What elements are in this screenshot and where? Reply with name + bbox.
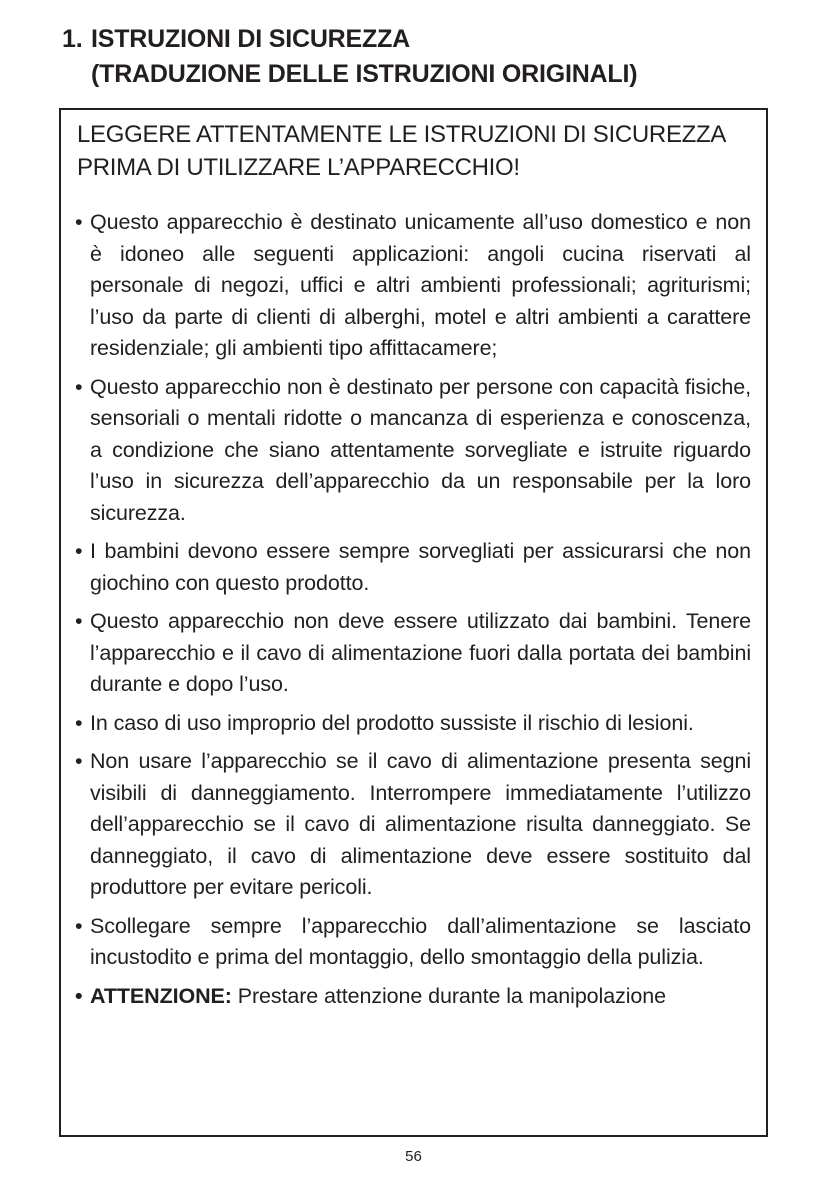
list-item [75, 746, 751, 904]
bullet-icon: • [75, 374, 83, 399]
bullet-icon: • [75, 983, 83, 1008]
section-heading [62, 22, 782, 92]
section-title: ISTRUZIONI DI SICUREZZA [91, 25, 411, 53]
list-item-text: Questo apparecchio non deve essere utilizzato dai bambini. Tenere l’apparecchio e il cavo di alimentazione fuori dalla portata dei bambini durante e dopo l’uso. [90, 609, 751, 696]
list-item [75, 708, 751, 740]
list-item-text: Non usare l’apparecchio se il cavo di alimentazione presenta segni visibili di danneggiamento. Interrompere immediatamente l’utilizzo dell’apparecchio se il cavo di alimentazione risulta danneggiato. Se danneggiato, il cavo di alimentazione deve essere sostituito dal produttore per evitare pericoli. [90, 749, 751, 899]
bullet-icon: • [75, 210, 83, 234]
bullet-icon: • [75, 710, 83, 735]
section-number: 1. [62, 25, 83, 53]
page-number: 56 [405, 1148, 422, 1165]
list-item-text: I bambini devono essere sempre sorvegliati per assicurarsi che non giochino con questo prodotto. [90, 539, 751, 595]
list-item [75, 606, 751, 701]
list-item-text: Questo apparecchio è destinato unicamente all’uso domestico e non è idoneo alle seguenti applicazioni: angoli cucina riservati al personale di negozi, uffici e altri ambienti professionali; agriturismi; l’uso da parte di clienti di alberghi, motel e altri ambienti a carattere residenziale; gli ambienti tipo affittacamere; [90, 210, 751, 360]
warning-heading: LEGGERE ATTENTAMENTE LE ISTRUZIONI DI SICUREZZA PRIMA DI UTILIZZARE L’APPARECCHIO! [77, 121, 725, 181]
list-item [75, 372, 751, 530]
attention-item [75, 981, 751, 1013]
bullet-icon: • [75, 913, 83, 938]
list-item-text: In caso di uso improprio del prodotto sussiste il rischio di lesioni. [90, 710, 694, 735]
list-item [75, 911, 751, 974]
list-item [75, 536, 751, 599]
list-item-text: Scollegare sempre l’apparecchio dall’alimentazione se lasciato incustodito e prima del montaggio, dello smontaggio della pulizia. [90, 913, 751, 969]
safety-list [75, 207, 751, 1019]
attention-label: ATTENZIONE: [90, 983, 232, 1008]
section-subtitle: (TRADUZIONE DELLE ISTRUZIONI ORIGINALI) [91, 60, 638, 88]
list-item-text: Questo apparecchio non è destinato per persone con capacità fisiche, sensoriali o mentali ridotte o mancanza di esperienza e conoscenza, a condizione che siano attentamente sorvegliate e istruite riguardo l’uso in sicurezza dell’apparecchio da un responsabile per la loro sicurezza. [90, 374, 751, 525]
bullet-icon: • [75, 609, 83, 633]
attention-text: Prestare attenzione durante la manipolazione [237, 983, 666, 1008]
attention-text-wrapper [90, 981, 751, 1013]
bullet-icon: • [75, 539, 83, 563]
bullet-icon: • [75, 749, 83, 773]
list-item [75, 207, 751, 365]
safety-instructions-box [59, 108, 768, 1137]
